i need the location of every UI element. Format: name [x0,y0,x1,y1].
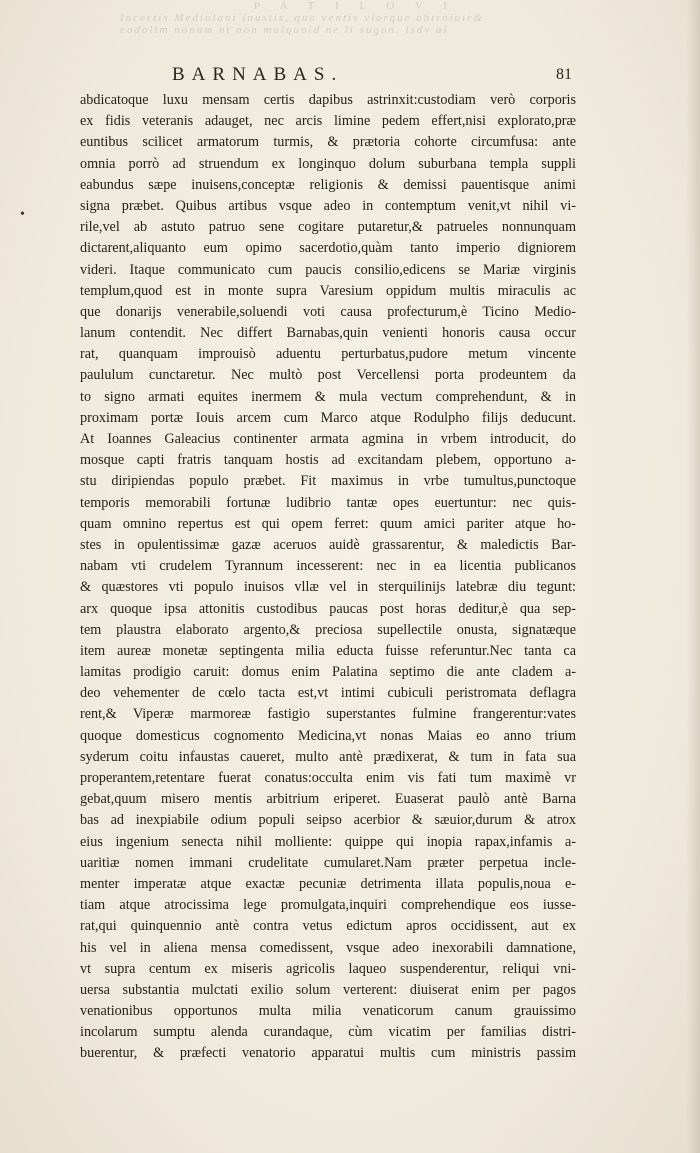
text-line: ex fidis veteranis adauget, nec arcis limine pedem effert,nisi explorato,præ [80,113,576,130]
running-head [0,64,700,88]
text-line: rat,qui quinquennio antè contra vetus edictum apros occidissent, aut ex [80,918,576,935]
text-line: buerentur, & præfecti venatorio apparatui multis cum ministris passim [80,1045,576,1062]
page-number: 81 [556,66,572,83]
text-line: deo vehementer de cœlo tacta est,vt intimi cubiculi peristromata deflagra [80,685,576,702]
text-line: que donarijs venerabile,soluendi voti causa profecturum,è Ticino Medio- [80,303,576,320]
text-line: lanum contendit. Nec differt Barnabas,quin venienti honoris causa occur [80,325,576,342]
text-line: dictarent,aliquanto eum opimo sacerdotio,quàm tanto imperio digniorem [80,240,576,257]
bleed-line: Incertis Mediolani inustis, quo ventis vlorque obtroiuir& [120,12,485,24]
text-line: arx quoque ipsa attonitis custodibus paucas post horas deditur,è qua sep- [80,600,576,617]
text-line: uersa substantia mulctati exilio solum verterent: diuiserat enim per pagos [80,981,576,998]
text-line: stes in opulentissimæ gazæ aceruos auidè grassarentur, & maledictis Bar- [80,536,576,553]
text-line: gebat,quum misero mentis arbitrium eriperet. Euaserat paulò antè Barna [80,791,576,808]
text-line: lamitas prodigio caruit: domus enim Palatina septimo die ante cladem a- [80,664,576,681]
text-line: mosque capti fratris tanquam hostis ad excitandam plebem, opportuno a- [80,452,576,469]
text-line: proximam portæ Iouis arcem cum Marco atque Rodulpho filijs deducunt. [80,409,576,426]
bleed-through-text [120,0,590,60]
text-line: tem plaustra elaborato argento,& preciosa supellectile onusta, signatæque [80,621,576,638]
text-line: uaritiæ nomen immani crudelitate cumularet.Nam præter perpetua incle- [80,854,576,871]
bleed-line: eodolim nonum nt non mulquoid ne li sugon. lsdv ai [120,24,449,36]
text-line: eius ingenium senecta nihil molliente: quippe qui inopia rapax,infamis a- [80,833,576,850]
bleed-line: P A T I L O V I [253,0,457,12]
text-line: tiam atque atrocissima lege promulgata,inquiri comprehendique eos iusse- [80,897,576,914]
text-line: signa præbet. Quibus artibus vsque adeo in contemptum venit,vt nihil vi- [80,197,576,214]
text-line: vt supra centum ex miseris agricolis laqueo suspenderentur, reliqui vni- [80,960,576,977]
text-line: stu diripiendas populo præbet. Fit maximus in vrbe tumultus,punctoque [80,473,576,490]
text-line: incolarum sumptu alenda curandaque, cùm vicatim per familias distri- [80,1024,576,1041]
text-line: rent,& Viperæ marmoreæ fastigio superstantes fulmine frangerentur:vates [80,706,576,723]
text-line: quoque domesticus cognomento Medicina,vt nonas Maias eo anno trium [80,727,576,744]
text-line: to signo armati equites inermem & mula vectum comprehendunt, & in [80,388,576,405]
text-line: abdicatoque luxu mensam certis dapibus astrinxit:custodiam verò corporis [80,92,576,108]
text-line: rat, quanquam improuisò aduentu perturbatus,pudore metum vincente [80,346,576,363]
text-line: syderum coitu infaustas caueret, multo antè prædixerat, & tum in fata sua [80,748,576,765]
text-line: temporis memorabili fortunæ ludibrio tantæ opes euertuntur: nec quis- [80,494,576,511]
text-line: quam omnino repertus est qui opem ferret: quum amici pariter atque ho- [80,515,576,532]
text-line: eabundus sæpe inuisens,conceptæ religionis & demissi pauentisque animi [80,176,576,193]
text-line: paululum cunctaretur. Nec multò post Vercellensi porta prodeuntem da [80,367,576,384]
running-title: BARNABAS. [172,64,344,85]
margin-mark: • [20,207,25,222]
text-line: venationibus opportunos multa milia venaticorum canum grauissimo [80,1003,576,1020]
page-edge-shadow [686,0,700,1153]
text-line: nabam vti crudelem Tyrannum incesserent: nec in ea licentia publicanos [80,558,576,575]
text-line: his vel in aliena mensa comedissent, vsque adeo inexorabili damnatione, [80,939,576,956]
text-line: bas ad inexpiabile odium populi seipso acerbior & sæuior,durum & atrox [80,812,576,829]
text-line: videri. Itaque communicato cum paucis consilio,edicens se Mariæ virginis [80,261,576,278]
body-text [80,90,576,1065]
text-line: euntibus scilicet armatorum turmis, & prætoria cohorte circumfusa: ante [80,134,576,151]
text-line: & quæstores vti populo inuisos vllæ vel in sterquilinijs latebræ diu tegunt: [80,579,576,596]
text-line: templum,quod est in monte supra Varesium oppidum multis miraculis ac [80,282,576,299]
text-line: properantem,retentare fuerat conatus:occulta enim vis fati tum maximè vr [80,770,576,786]
text-line: item aureæ monetæ septingenta milia educta fuisse referuntur.Nec tanta ca [80,642,576,659]
text-line: menter imperatæ atque exactæ pecuniæ detrimenta illata populis,noua e- [80,875,576,892]
text-line: rile,vel ab astuto patruo sene cogitare putaretur,& patrueles nonnunquam [80,219,576,236]
text-line: At Ioannes Galeacius continenter armata agmina in vrbem introducit, do [80,431,576,447]
text-line: omnia porrò ad struendum ex longinquo dolum suburbana templa suppli [80,155,576,172]
